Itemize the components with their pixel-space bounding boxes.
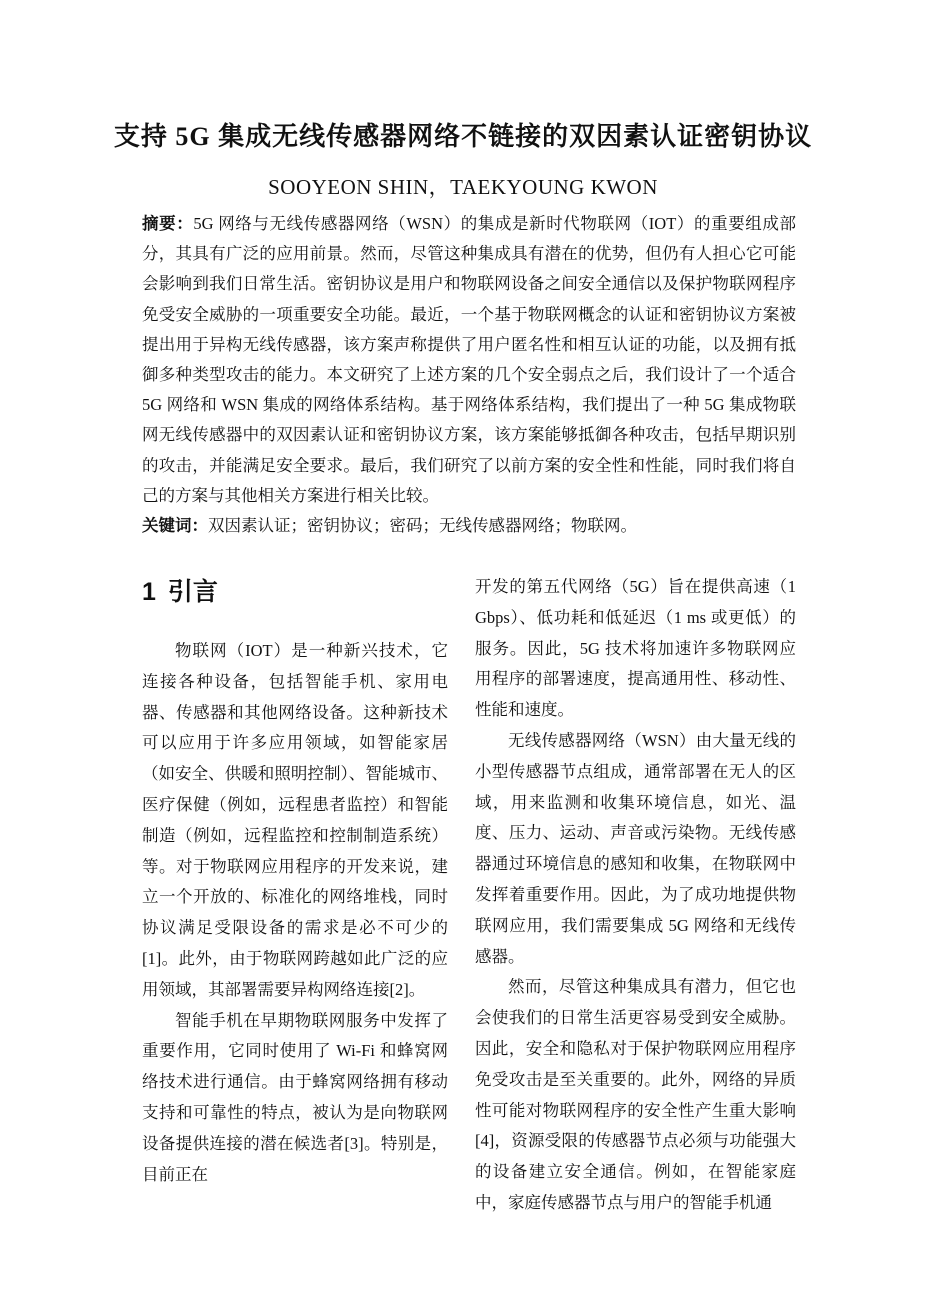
section-1-title: 引言: [167, 578, 218, 606]
abstract-section: [142, 209, 796, 541]
intro-paragraph-2-continuation: 开发的第五代网络（5G）旨在提供高速（1 Gbps）、低功耗和低延迟（1 ms 或更低）的服务。因此，5G 技术将加速许多物联网应用程序的部署速度，提高通用性、移动性、性能和速度。: [475, 577, 796, 720]
abstract-paragraph: [142, 209, 796, 511]
intro-paragraph-1: 物联网（IOT）是一种新兴技术，它连接各种设备，包括智能手机、家用电器、传感器和其他网络设备。这种新技术可以应用于许多应用领域，如智能家居（如安全、供暖和照明控制）、智能城市、医疗保健（例如，远程患者监控）和智能制造（例如，远程监控和控制制造系统）等。对于物联网应用程序的开发来说，建立一个开放的、标准化的网络堆栈，同时协议满足受限设备的需求是必不可少的[1]。此外，由于物联网跨越如此广泛的应用领域，其部署需要异构网络连接[2]。: [142, 641, 448, 999]
intro-paragraph-4: 然而，尽管这种集成具有潜力，但它也会使我们的日常生活更容易受到安全威胁。因此，安全和隐私对于保护物联网应用程序免受攻击是至关重要的。此外，网络的异质性可能对物联网程序的安全性产生重大影响[4]，资源受限的传感器节点必须与功能强大的设备建立安全通信。例如，在智能家庭中，家庭传感器节点与用户的智能手机通: [475, 977, 796, 1212]
keywords-line: [142, 511, 796, 541]
section-1-heading: [142, 572, 218, 608]
abstract-label: 摘要：: [142, 215, 194, 233]
intro-right-column: [475, 572, 796, 1219]
paper-authors: SOOYEON SHIN，TAEKYOUNG KWON: [268, 175, 658, 199]
intro-paragraph-2: 智能手机在早期物联网服务中发挥了重要作用，它同时使用了 Wi-Fi 和蜂窝网络技术进行通信。由于蜂窝网络拥有移动支持和可靠性的特点，被认为是向物联网设备提供连接的潜在候选者[3]。特别是，目前正在: [142, 1010, 448, 1184]
intro-paragraph-3: 无线传感器网络（WSN）由大量无线的小型传感器节点组成，通常部署在无人的区域，用来监测和收集环境信息，如光、温度、压力、运动、声音或污染物。无线传感器通过环境信息的感知和收集，在物联网中发挥着重要作用。因此，为了成功地提供物联网应用，我们需要集成 5G 网络和无线传感器。: [475, 730, 796, 966]
abstract-text: 5G 网络与无线传感器网络（WSN）的集成是新时代物联网（IOT）的重要组成部分，其具有广泛的应用前景。然而，尽管这种集成具有潜在的优势，但仍有人担心它可能会影响到我们日常生活。密钥协议是用户和物联网设备之间安全通信以及保护物联网程序免受安全威胁的一项重要安全功能。最近，一个基于物联网概念的认证和密钥协议方案被提出用于异构无线传感器，该方案声称提供了用户匿名性和相互认证的功能，以及拥有抵御多种类型攻击的能力。本文研究了上述方案的几个安全弱点之后，我们设计了一个适合 5G 网络和 WSN 集成的网络体系结构。基于网络体系结构，我们提出了一种 5G 集成物联网无线传感器中的双因素认证和密钥协议方案，该方案能够抵御各种攻击，包括早期识别的攻击，并能满足安全要求。最后，我们研究了以前方案的安全性和性能，同时我们将自己的方案与其他相关方案进行相关比较。: [142, 214, 797, 505]
keywords-text: 双因素认证；密钥协议；密码；无线传感器网络；物联网。: [208, 516, 637, 536]
keywords-label: 关键词：: [142, 517, 208, 536]
paper-title: 支持 5G 集成无线传感器网络不链接的双因素认证密钥协议: [113, 122, 813, 151]
section-1-number: 1: [142, 578, 156, 606]
intro-left-column: [142, 636, 448, 1190]
